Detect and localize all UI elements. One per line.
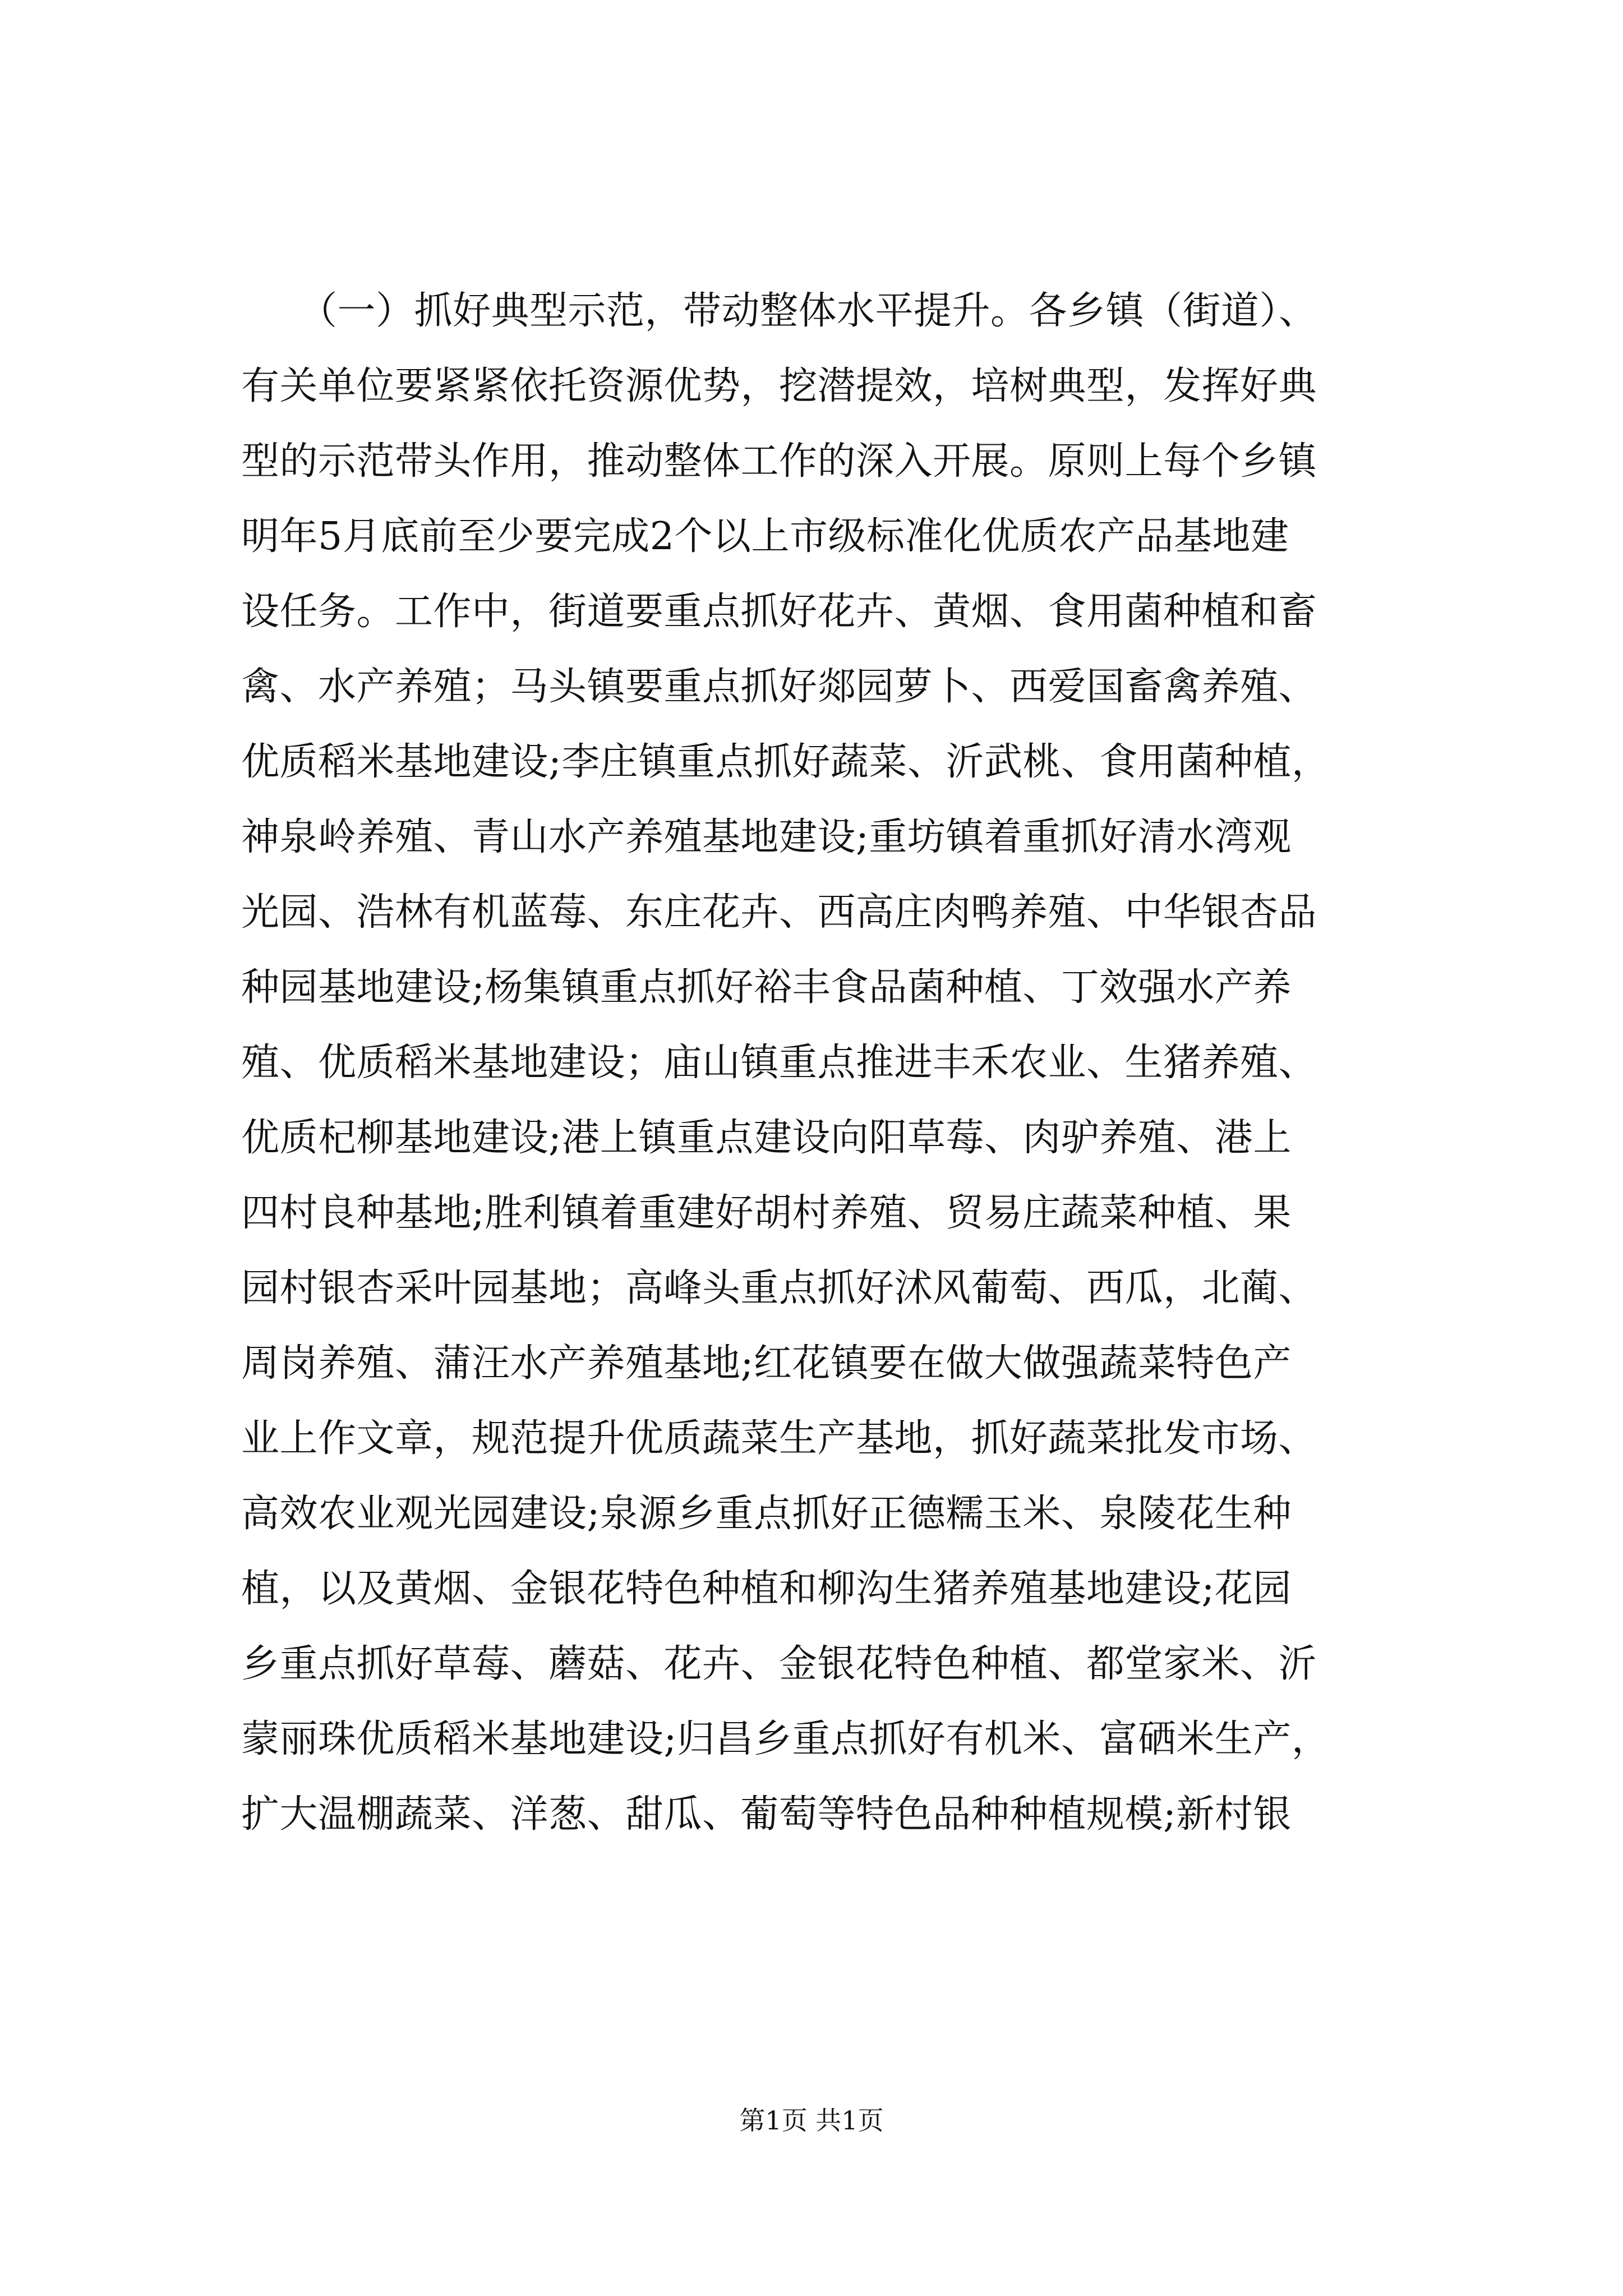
text-line: 神泉岭养殖、青山水产养殖基地建设;重坊镇着重抓好清水湾观 — [241, 815, 1292, 859]
text-line: 四村良种基地;胜利镇着重建好胡村养殖、贸易庄蔬菜种植、果 — [241, 1191, 1292, 1235]
body-paragraph — [241, 274, 1419, 1852]
text-line: 蒙丽珠优质稻米基地建设;归昌乡重点抓好有机米、富硒米生产， — [241, 1717, 1330, 1761]
page-footer — [0, 2104, 1623, 2137]
text-line: 光园、浩林有机蓝莓、东庄花卉、西高庄肉鸭养殖、中华银杏品 — [241, 890, 1317, 935]
text-line: 设任务。工作中，街道要重点抓好花卉、黄烟、食用菌种植和畜 — [241, 590, 1317, 634]
text-line: 乡重点抓好草莓、蘑菇、花卉、金银花特色种植、都堂家米、沂 — [241, 1642, 1317, 1686]
text-line: 型的示范带头作用，推动整体工作的深入开展。原则上每个乡镇 — [241, 439, 1317, 484]
text-line: 扩大温棚蔬菜、洋葱、甜瓜、葡萄等特色品种种植规模;新村银 — [241, 1792, 1292, 1837]
text-line: 禽、水产养殖；马头镇要重点抓好郯园萝卜、西爱国畜禽养殖、 — [241, 665, 1317, 709]
text-line: 明年5月底前至少要完成2个以上市级标准化优质农产品基地建 — [241, 514, 1289, 559]
text-line: 优质杞柳基地建设;港上镇重点建设向阳草莓、肉驴养殖、港上 — [241, 1116, 1292, 1160]
text-line: 高效农业观光园建设;泉源乡重点抓好正德糯玉米、泉陵花生种 — [241, 1492, 1292, 1536]
text-line: 殖、优质稻米基地建设；庙山镇重点推进丰禾农业、生猪养殖、 — [241, 1041, 1317, 1085]
text-line: 种园基地建设;杨集镇重点抓好裕丰食品菌种植、丁效强水产养 — [241, 965, 1292, 1010]
text-line: 有关单位要紧紧依托资源优势，挖潜提效，培树典型，发挥好典 — [241, 364, 1317, 408]
text-line: 优质稻米基地建设;李庄镇重点抓好蔬菜、沂武桃、食用菌种植， — [241, 740, 1330, 784]
text-line: 周岗养殖、蒲汪水产养殖基地;红花镇要在做大做强蔬菜特色产 — [241, 1341, 1292, 1386]
text-line: （一）抓好典型示范，带动整体水平提升。各乡镇（街道）、 — [241, 289, 1317, 333]
text-line: 园村银杏采叶园基地；高峰头重点抓好沭风葡萄、西瓜，北蔺、 — [241, 1266, 1317, 1310]
text-line: 植，以及黄烟、金银花特色种植和柳沟生猪养殖基地建设;花园 — [241, 1567, 1292, 1611]
page-number: 第1页 共1页 — [739, 2105, 884, 2136]
text-line: 业上作文章，规范提升优质蔬菜生产基地，抓好蔬菜批发市场、 — [241, 1416, 1317, 1461]
